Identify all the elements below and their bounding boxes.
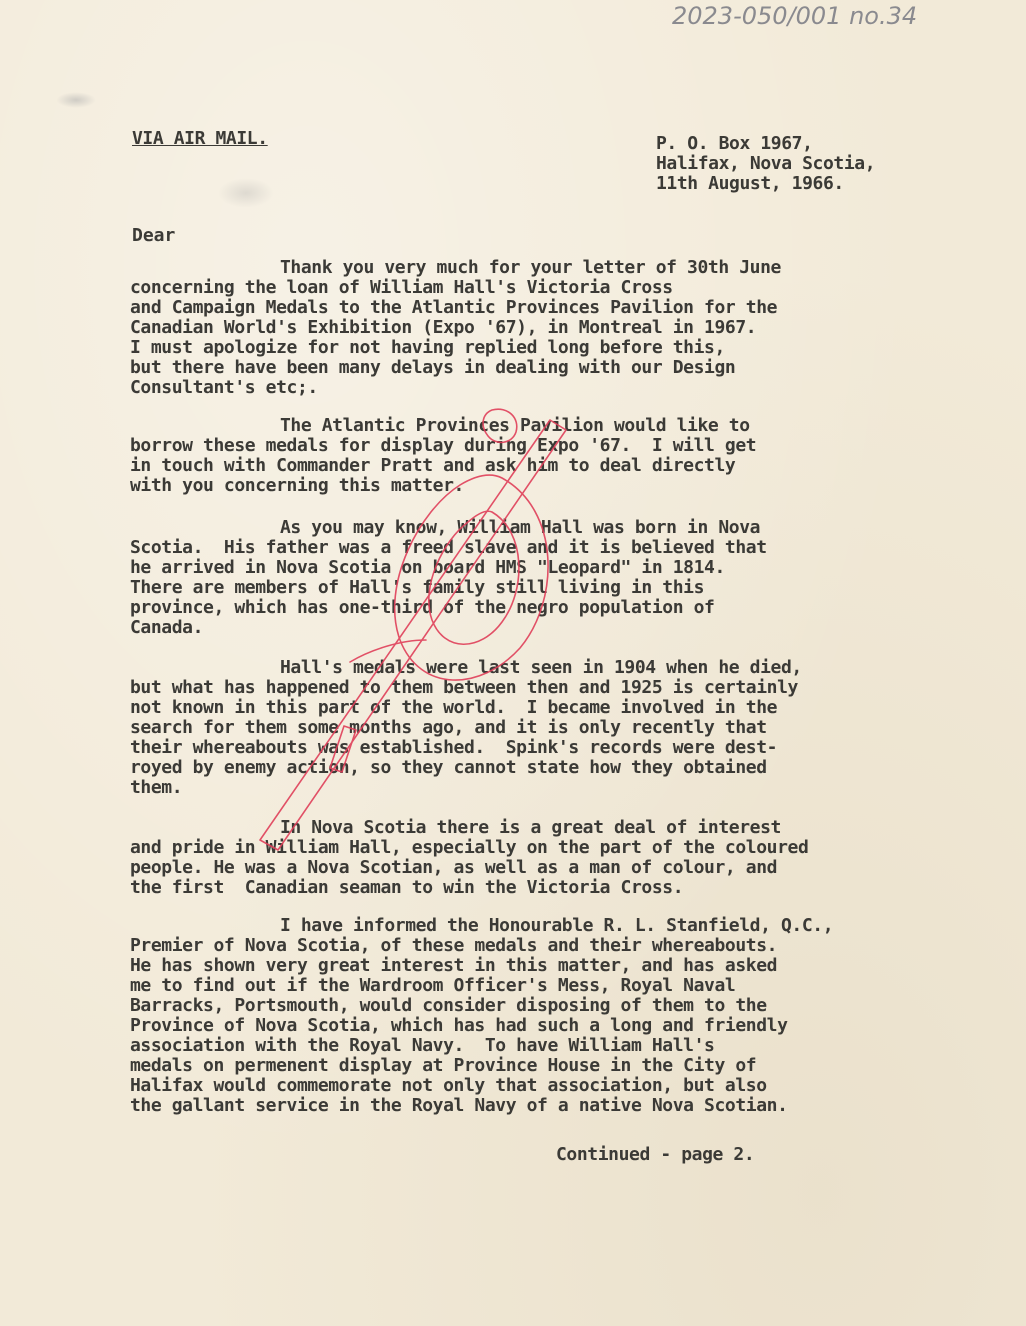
paragraph-line: he arrived in Nova Scotia on board HMS "Leopard" in 1814. bbox=[130, 557, 725, 578]
paragraph-line: them. bbox=[130, 777, 183, 798]
sender-address bbox=[656, 134, 875, 194]
continued-note: Continued - page 2. bbox=[556, 1144, 755, 1165]
paragraph-line: Scotia. His father was a freed slave and it is believed that bbox=[130, 537, 767, 558]
via-air-mail-heading: VIA AIR MAIL. bbox=[132, 128, 268, 149]
paragraph-line: concerning the loan of William Hall's Victoria Cross bbox=[130, 277, 673, 298]
address-date: 11th August, 1966. bbox=[656, 173, 844, 194]
paragraph-line: Barracks, Portsmouth, would consider disposing of them to the bbox=[130, 995, 767, 1016]
salutation: Dear bbox=[132, 225, 176, 246]
paragraph-line: Consultant's etc;. bbox=[130, 377, 318, 398]
paragraph-line: He has shown very great interest in this matter, and has asked bbox=[130, 955, 778, 976]
paragraph-line: search for them some months ago, and it is only recently that bbox=[130, 717, 767, 738]
address-line-1: P. O. Box 1967, bbox=[656, 133, 813, 154]
faint-mark bbox=[218, 178, 274, 208]
paragraph-line: Canada. bbox=[130, 617, 204, 638]
paragraph-line: people. He was a Nova Scotian, as well as a man of colour, and bbox=[130, 857, 778, 878]
paragraph-line: not known in this part of the world. I became involved in the bbox=[130, 697, 778, 718]
paragraph-line: medals on permenent display at Province House in the City of bbox=[130, 1055, 757, 1076]
paragraph-5 bbox=[130, 818, 808, 898]
paragraph-line: but there have been many delays in dealing with our Design bbox=[130, 357, 736, 378]
paragraph-line: with you concerning this matter. bbox=[130, 475, 464, 496]
paragraph-line: and pride in William Hall, especially on the part of the coloured bbox=[130, 837, 809, 858]
paper-smudge bbox=[56, 92, 96, 108]
paragraph-line: the first Canadian seaman to win the Victoria Cross. bbox=[130, 877, 684, 898]
paragraph-1 bbox=[130, 258, 781, 398]
paragraph-line: province, which has one-third of the negro population of bbox=[130, 597, 715, 618]
paragraph-line: association with the Royal Navy. To have William Hall's bbox=[130, 1035, 715, 1056]
paragraph-6 bbox=[130, 916, 833, 1116]
paragraph-line: I must apologize for not having replied long before this, bbox=[130, 337, 725, 358]
paragraph-line: me to find out if the Wardroom Officer's Mess, Royal Naval bbox=[130, 975, 736, 996]
paragraph-line: and Campaign Medals to the Atlantic Provinces Pavilion for the bbox=[130, 297, 778, 318]
paragraph-3 bbox=[130, 518, 767, 638]
paragraph-line: Thank you very much for your letter of 30th June bbox=[280, 257, 781, 278]
paragraph-line: Hall's medals were last seen in 1904 when he died, bbox=[280, 657, 802, 678]
paragraph-line: but what has happened to them between then and 1925 is certainly bbox=[130, 677, 798, 698]
paragraph-line: Province of Nova Scotia, which has had such a long and friendly bbox=[130, 1015, 788, 1036]
paragraph-line: I have informed the Honourable R. L. Stanfield, Q.C., bbox=[280, 915, 834, 936]
paragraph-4 bbox=[130, 658, 802, 798]
paragraph-line: borrow these medals for display during Expo '67. I will get bbox=[130, 435, 757, 456]
paragraph-line: There are members of Hall's family still living in this bbox=[130, 577, 705, 598]
paragraph-line: Canadian World's Exhibition (Expo '67), in Montreal in 1967. bbox=[130, 317, 757, 338]
archive-reference: 2023-050/001 no.34 bbox=[672, 2, 918, 30]
paragraph-line: royed by enemy action, so they cannot state how they obtained bbox=[130, 757, 767, 778]
paragraph-line: In Nova Scotia there is a great deal of interest bbox=[280, 817, 781, 838]
address-line-2: Halifax, Nova Scotia, bbox=[656, 153, 876, 174]
paragraph-line: Premier of Nova Scotia, of these medals and their whereabouts. bbox=[130, 935, 778, 956]
paragraph-line: in touch with Commander Pratt and ask him to deal directly bbox=[130, 455, 736, 476]
paragraph-line: The Atlantic Provinces Pavilion would like to bbox=[280, 415, 750, 436]
paragraph-line: their whereabouts was established. Spink's records were dest- bbox=[130, 737, 778, 758]
paragraph-line: Halifax would commemorate not only that association, but also bbox=[130, 1075, 767, 1096]
paragraph-2 bbox=[130, 416, 756, 496]
paragraph-line: As you may know, William Hall was born in Nova bbox=[280, 517, 761, 538]
paragraph-line: the gallant service in the Royal Navy of a native Nova Scotian. bbox=[130, 1095, 788, 1116]
